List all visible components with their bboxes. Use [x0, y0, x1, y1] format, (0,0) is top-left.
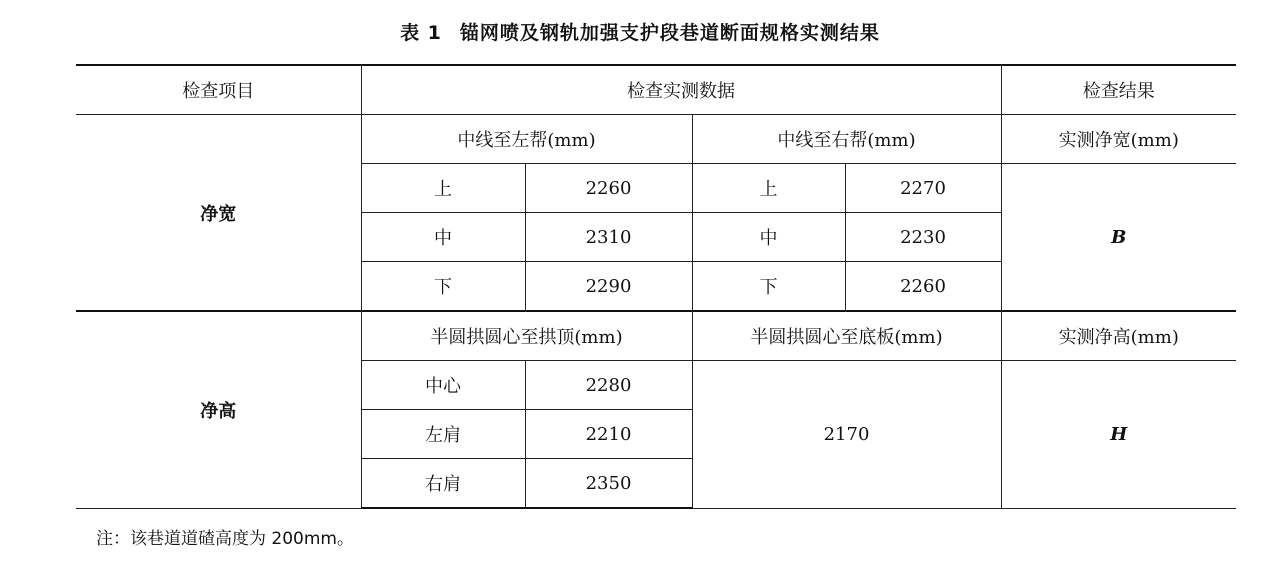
width-left-value: 2310: [525, 213, 692, 262]
height-subheader-row: [76, 311, 1236, 361]
height-pos: 右肩: [361, 459, 525, 509]
width-right-value: 2270: [845, 164, 1001, 213]
width-result-header: 实测净宽(mm): [1001, 115, 1236, 164]
height-label: 净高: [76, 311, 361, 508]
header-row: [76, 65, 1236, 115]
width-left-pos: 中: [361, 213, 525, 262]
height-bottom-header: 半圆拱圆心至底板(mm): [692, 311, 1001, 361]
height-value: 2280: [525, 361, 692, 410]
width-result-symbol: B: [1001, 164, 1236, 312]
width-right-pos: 中: [692, 213, 845, 262]
width-right-pos: 下: [692, 262, 845, 312]
width-right-value: 2230: [845, 213, 1001, 262]
spec-table: [76, 64, 1236, 509]
header-item: 检查项目: [76, 65, 361, 115]
height-pos: 左肩: [361, 410, 525, 459]
height-result-symbol: H: [1001, 361, 1236, 509]
width-left-pos: 下: [361, 262, 525, 312]
height-pos: 中心: [361, 361, 525, 410]
height-value: 2210: [525, 410, 692, 459]
width-label: 净宽: [76, 115, 361, 312]
width-left-value: 2260: [525, 164, 692, 213]
header-result: 检查结果: [1001, 65, 1236, 115]
height-value: 2350: [525, 459, 692, 509]
width-right-header: 中线至右帮(mm): [692, 115, 1001, 164]
height-result-header: 实测净高(mm): [1001, 311, 1236, 361]
table-number: 表 1: [400, 22, 442, 44]
table-note: 注：该巷道道碴高度为 200mm。: [96, 529, 354, 549]
table-title: 锚网喷及钢轨加强支护段巷道断面规格实测结果: [459, 22, 880, 44]
width-right-value: 2260: [845, 262, 1001, 312]
width-left-value: 2290: [525, 262, 692, 312]
height-top-header: 半圆拱圆心至拱顶(mm): [361, 311, 692, 361]
width-left-pos: 上: [361, 164, 525, 213]
width-left-header: 中线至左帮(mm): [361, 115, 692, 164]
header-data: 检查实测数据: [361, 65, 1001, 115]
width-subheader-row: [76, 115, 1236, 164]
height-bottom-value: 2170: [692, 361, 1001, 509]
width-right-pos: 上: [692, 164, 845, 213]
table-caption: [0, 18, 1280, 45]
